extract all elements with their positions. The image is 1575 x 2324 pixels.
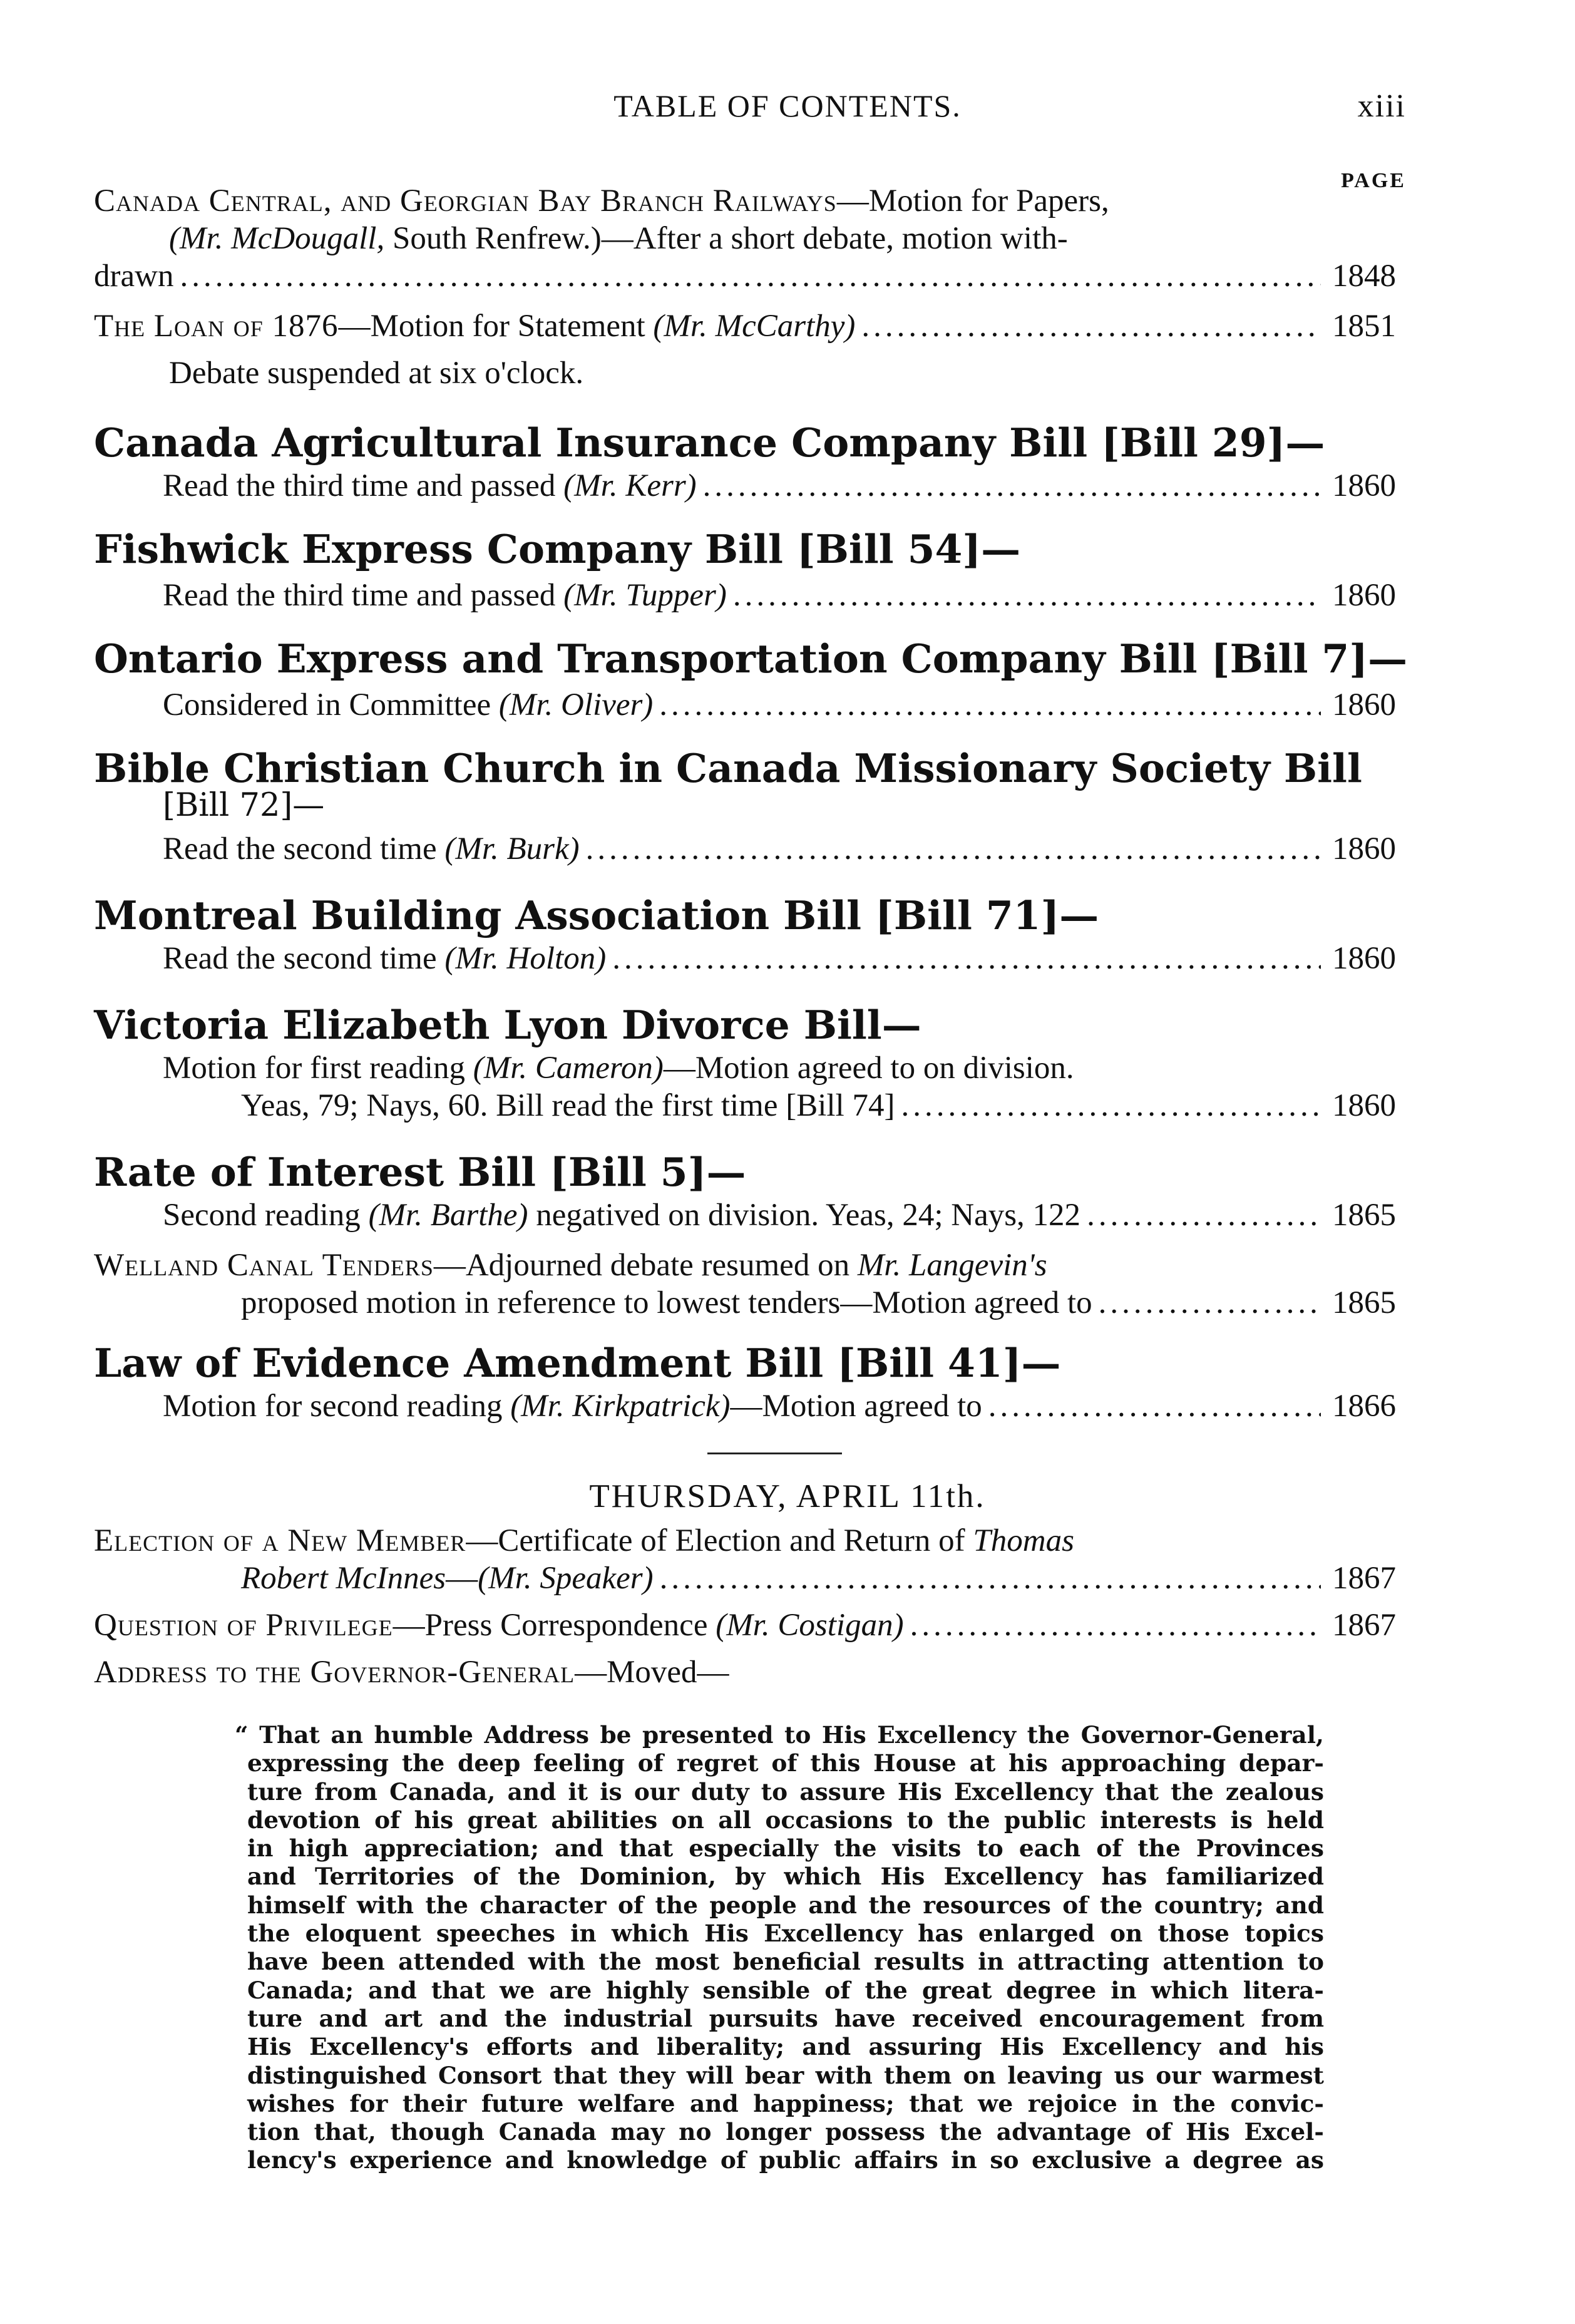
leader-dots — [703, 461, 1321, 510]
text-run: Canada Central, and Georgian Bay Branch Railways — [94, 183, 837, 219]
toc-line-text — [163, 1382, 982, 1431]
text-run: Question of Privilege — [94, 1608, 393, 1643]
page-reference: 1848 — [1332, 259, 1396, 294]
text-run: drawn — [94, 259, 174, 294]
text-run: (Mr. Tupper) — [563, 578, 727, 613]
text-run: —Motion for Statement — [338, 309, 654, 344]
toc-line-text — [94, 1648, 729, 1697]
text-run: Mr. Langevin's — [857, 1248, 1047, 1283]
text-run: Robert McInnes — [241, 1561, 446, 1596]
toc-line — [94, 302, 1396, 351]
text-run: (Mr. McDougall, — [169, 221, 385, 256]
text-run: (Mr. Kirkpatrick) — [510, 1389, 731, 1424]
leader-dots — [988, 1382, 1321, 1431]
bill-title: Law of Evidence Amendment Bill [Bill 41]— — [94, 1340, 1061, 1386]
leader-dots — [180, 252, 1321, 301]
quote-line: wishes for their future welfare and happiness; that we rejoice in the convic- — [247, 2089, 1324, 2117]
toc-line — [94, 934, 1396, 983]
quote-line: devotion of his great abilities on all occasions to the public interests is held — [247, 1806, 1324, 1834]
text-run: Motion for second reading — [163, 1389, 511, 1424]
quote-line: himself with the character of the people and the resources of the country; and — [247, 1891, 1324, 1919]
page-reference: 1860 — [1332, 578, 1396, 613]
text-run: The Loan of 1876 — [94, 309, 339, 344]
quote-line: ture from Canada, and it is our duty to assure His Excellency that the zealous — [247, 1777, 1324, 1806]
text-run: —Motion agreed to on division. — [663, 1051, 1074, 1086]
text-run: Motion for first reading — [163, 1051, 473, 1086]
text-run: —Motion for Papers, — [836, 183, 1109, 219]
text-run: Second reading — [163, 1198, 369, 1233]
page-reference: 1860 — [1332, 468, 1396, 503]
bill-title: Rate of Interest Bill [Bill 5]— — [94, 1149, 746, 1195]
text-run: Considered in Committee — [163, 687, 499, 722]
toc-line-text — [163, 1191, 1080, 1240]
leader-dots — [586, 825, 1321, 873]
text-run: negatived on division. Yeas, 24; Nays, 122 — [528, 1198, 1081, 1233]
page-reference: 1860 — [1332, 941, 1396, 976]
leader-dots — [1099, 1278, 1321, 1327]
quote-line: tion that, though Canada may no longer possess the advantage of His Excel- — [247, 2118, 1324, 2146]
text-run: —Adjourned debate resumed on — [433, 1248, 858, 1283]
text-run: —Certificate of Election and Return of — [466, 1523, 973, 1558]
page-reference: 1851 — [1332, 309, 1396, 344]
bill-title: Montreal Building Association Bill [Bill 71]— — [94, 892, 1099, 938]
page-reference: 1867 — [1332, 1608, 1396, 1643]
leader-dots — [861, 302, 1321, 351]
toc-line-text — [163, 825, 580, 873]
bill-title: Ontario Express and Transportation Company Bill [Bill 7]— — [94, 635, 1408, 682]
quote-line: lency's experience and knowledge of public affairs in so exclusive a degree as — [247, 2146, 1324, 2174]
leader-dots — [612, 934, 1321, 983]
toc-line — [94, 825, 1396, 873]
text-run: Read the second time — [163, 941, 445, 976]
toc-line-text — [169, 349, 583, 398]
text-run: — — [446, 1561, 478, 1596]
text-run: Read the third time and passed — [163, 468, 564, 503]
bill-title: Victoria Elizabeth Lyon Divorce Bill— — [94, 1002, 921, 1048]
quote-line: Canada; and that we are highly sensible of the great degree in which litera- — [247, 1976, 1324, 2004]
quote-line: distinguished Consort that they will bear with them on leaving us our warmest — [247, 2061, 1324, 2089]
quote-line: “ That an humble Address be presented to His Excellency the Governor-General, — [235, 1721, 1324, 1749]
toc-line-text — [163, 571, 727, 620]
page-reference: 1867 — [1332, 1561, 1396, 1596]
text-run: (Mr. McCarthy) — [653, 309, 856, 344]
address-quote — [235, 1721, 1324, 2175]
text-run: (Mr. Holton) — [444, 941, 607, 976]
text-run: (Mr. Burk) — [444, 831, 580, 866]
toc-line-text — [163, 681, 653, 729]
quote-line: ture and art and the industrial pursuits have received encouragement from — [247, 2004, 1324, 2032]
toc-line-text — [94, 252, 173, 301]
leader-dots — [901, 1081, 1321, 1130]
text-run: (Mr. Kerr) — [563, 468, 697, 503]
text-run: (Mr. Costigan) — [716, 1608, 904, 1643]
toc-line-text — [163, 934, 606, 983]
page-reference: 1865 — [1332, 1198, 1396, 1233]
leader-dots — [660, 1554, 1321, 1603]
page-reference: 1865 — [1332, 1285, 1396, 1320]
leader-dots — [733, 571, 1321, 620]
text-run: (Mr. Cameron) — [473, 1051, 664, 1086]
toc-line — [94, 461, 1396, 510]
leader-dots — [1087, 1191, 1321, 1240]
toc-line — [94, 571, 1396, 620]
text-run: Welland Canal Tenders — [94, 1248, 434, 1283]
quote-line: and Territories of the Dominion, by which His Excellency has familiarized — [247, 1863, 1324, 1891]
text-run: proposed motion in reference to lowest tenders—Motion agreed to — [241, 1285, 1092, 1320]
text-run: (Mr. Barthe) — [368, 1198, 528, 1233]
bill-title: Fishwick Express Company Bill [Bill 54]— — [94, 526, 1021, 572]
toc-line — [94, 1382, 1396, 1431]
quote-line: expressing the deep feeling of regret of this House at his approaching depar- — [247, 1749, 1324, 1777]
toc-line-text — [163, 461, 697, 510]
text-run: Address to the Governor-General — [94, 1655, 575, 1690]
text-run: Election of a New Member — [94, 1523, 466, 1558]
section-divider — [707, 1452, 842, 1454]
page-reference: 1860 — [1332, 831, 1396, 866]
text-run: —Press Correspondence — [392, 1608, 716, 1643]
page-column-label: PAGE — [1341, 169, 1406, 192]
leader-dots — [659, 681, 1321, 729]
toc-line — [94, 1601, 1396, 1650]
quote-line: have been attended with the most beneficial results in attracting attention to — [247, 1948, 1324, 1976]
quote-line: His Excellency's efforts and liberality; and assuring His Excellency and his — [247, 2033, 1324, 2061]
toc-line — [94, 1554, 1396, 1603]
toc-line — [94, 1648, 1396, 1697]
bill-title: Canada Agricultural Insurance Company Bill [Bill 29]— — [94, 419, 1325, 466]
toc-line — [94, 1081, 1396, 1130]
page-reference: 1860 — [1332, 687, 1396, 722]
quote-line: in high appreciation; and that especially the visits to each of the Provinces — [247, 1834, 1324, 1863]
text-run: (Mr. Speaker) — [478, 1561, 654, 1596]
toc-line — [94, 349, 1471, 398]
day-heading: THURSDAY, APRIL 11th. — [589, 1478, 986, 1514]
leader-dots — [910, 1601, 1321, 1650]
quote-line: the eloquent speeches in which His Excellency has enlarged on those topics — [247, 1920, 1324, 1948]
toc-line — [94, 681, 1396, 729]
text-run: (Mr. Oliver) — [498, 687, 654, 722]
page-reference: 1860 — [1332, 1088, 1396, 1123]
text-run: Yeas, 79; Nays, 60. Bill read the first time [Bill 74] — [241, 1088, 895, 1123]
toc-line — [94, 1191, 1396, 1240]
toc-line-text — [94, 302, 855, 351]
text-run: Debate suspended at six o'clock. — [169, 356, 584, 391]
toc-line-text — [241, 1081, 895, 1130]
text-run: Read the third time and passed — [163, 578, 564, 613]
toc-line — [94, 252, 1396, 301]
toc-line-text — [94, 1601, 904, 1650]
toc-line — [94, 1278, 1396, 1327]
text-run: —Motion agreed to — [730, 1389, 982, 1424]
text-run: South Renfrew.)—After a short debate, motion with- — [384, 221, 1068, 256]
toc-line-text — [241, 1554, 654, 1603]
bill-title-continued: [Bill 72]— — [163, 787, 325, 824]
page-header-title: TABLE OF CONTENTS. — [613, 88, 962, 123]
text-run: —Moved— — [575, 1655, 729, 1690]
text-run: Read the second time — [163, 831, 445, 866]
text-run: Thomas — [973, 1523, 1074, 1558]
bill-title: Bible Christian Church in Canada Missionary Society Bill — [94, 745, 1362, 791]
page-number: xiii — [1357, 88, 1406, 124]
toc-line-text — [241, 1278, 1092, 1327]
page-reference: 1866 — [1332, 1389, 1396, 1424]
